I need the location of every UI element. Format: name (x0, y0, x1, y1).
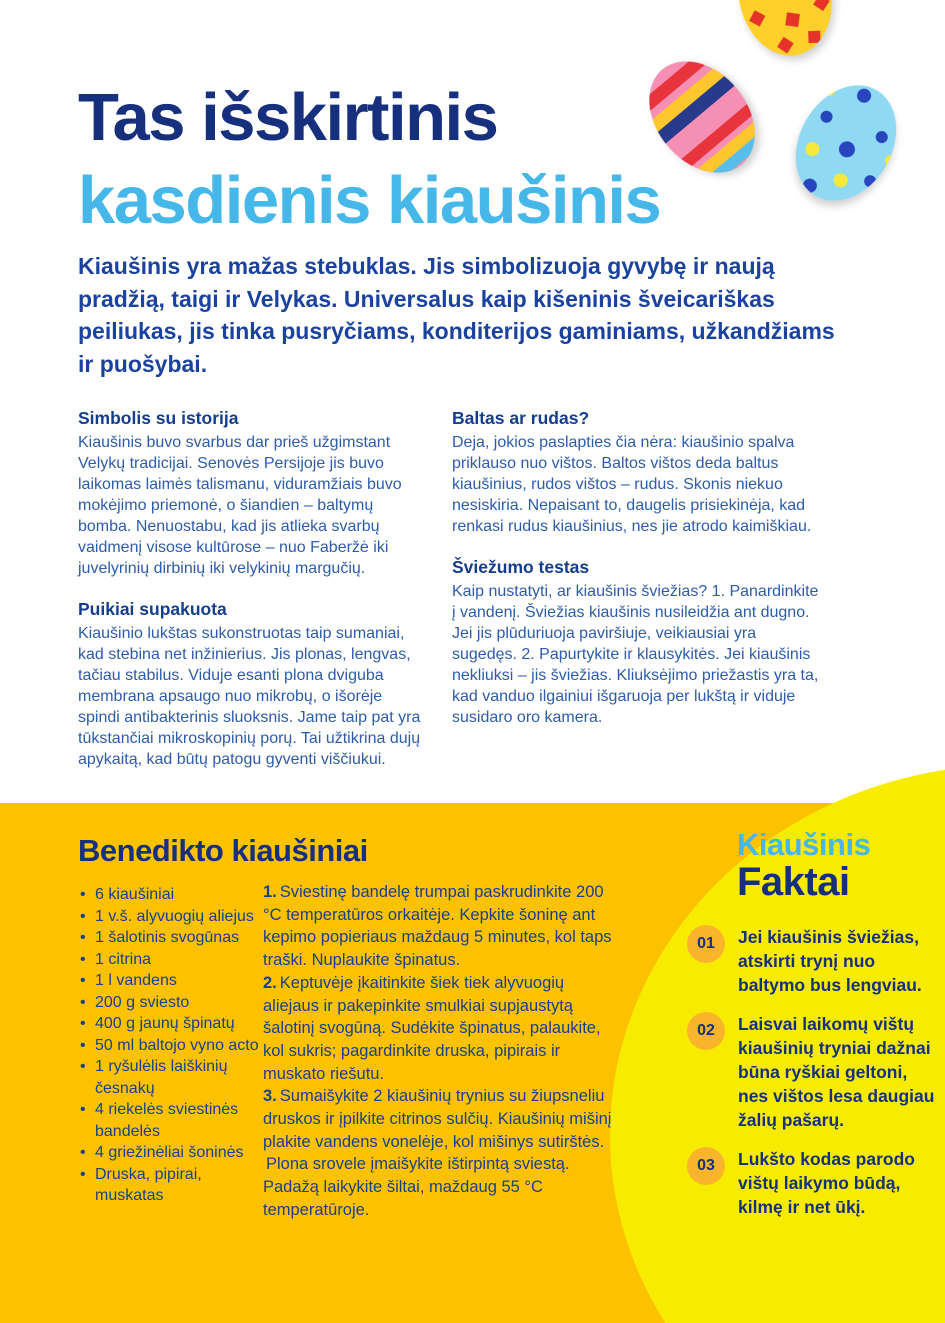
fact-item-03 (687, 1147, 939, 1219)
section-body-freshness-test: Kaip nustatyti, ar kiaušinis šviežias? 1. Panardinkite į vandenį. Šviežias kiaušinis nusileidžia ant dugno. Jei jis plūduriuoja paviršiuje, veikiausiai yra sugedęs. 2. Papurtykite ir klausykitės. Jei kiaušinis nekliuksi – jis šviežias. Kliuksėjimo priežastis yra ta, kad vanduo ilgainiui išgaruoja per lukštą ir viduje susidaro oro kamera. (452, 583, 819, 726)
fact-item-02 (687, 1012, 939, 1132)
ingredient-item: 50 ml baltojo vyno acto (95, 1036, 259, 1054)
article-column-right (452, 408, 820, 790)
ingredient-item: 6 kiaušiniai (95, 886, 175, 903)
ingredient-item: 1 šalotinis svogūnas (95, 929, 240, 946)
step-number: 2. (263, 973, 277, 992)
recipe-step: 3. Sumaišykite 2 kiaušinių trynius su žiupsneliu druskos ir įpilkite citrinos sulčių. Kiaušinių mišinį plakite vandens vonelėje, kol mišinys sutirštės. (263, 1087, 612, 1151)
page-title-line1: Tas išskirtinis (78, 80, 498, 155)
ingredient-item: 4 riekelės sviestinės bandelės (95, 1101, 239, 1140)
ingredient-item: 400 g jaunų špinatų (95, 1015, 235, 1032)
section-heading-symbol-history: Simbolis su istorija (78, 408, 239, 428)
article-column-left (78, 408, 426, 790)
step-number: 1. (263, 883, 277, 901)
ingredient-item: 200 g sviesto (95, 993, 190, 1011)
section-body-symbol-history: Kiaušinis buvo svarbus dar prieš užgimstant Velykų tradicijai. Senovės Persijoje jis buvo laikomas laimės talismanu, viduramžiais buvo mokėjimo priemonė, o šiandien – baltymų bomba. Nenuostabu, kad jis atlieka svarbų vaidmenį visose kultūrose – nuo Faberžė iki juvelyrinių dirbinių iki velykinių margučių. (78, 434, 402, 577)
ingredient-item: 1 citrina (95, 950, 152, 968)
section-heading-white-or-brown: Baltas ar rudas? (452, 408, 590, 428)
page-title (78, 76, 660, 242)
page-title-line2: kasdienis kiaušinis (78, 163, 661, 238)
ingredient-item: 4 griežinėliai šoninės (95, 1144, 244, 1161)
ingredient-item: Druska, pipirai, muskatas (95, 1165, 202, 1204)
facts-title-light: Kiaušinis (737, 827, 871, 862)
ingredient-item: 1 ryšulėlis laiškinių česnakų (95, 1058, 228, 1097)
section-heading-freshness-test: Šviežumo testas (452, 557, 590, 577)
ingredient-item: 1 l vandens (95, 972, 177, 989)
fact-item-01 (687, 925, 939, 997)
section-heading-well-packaged: Puikiai supakuota (78, 599, 227, 619)
facts-title-dark: Faktai (737, 860, 850, 904)
ingredient-item: 1 v.š. alyvuogių aliejus (95, 907, 254, 925)
ingredients-list (78, 884, 264, 1207)
fact-text: Jei kiaušinis šviežias, atskirti trynį nuo baltymo bus lengviau. (738, 927, 922, 995)
recipe-step: Plona srovele įmaišykite ištirpintą sviestą. Padažą laikykite šiltai, maždaug 55 °C temperatūroje. (263, 1155, 570, 1219)
recipe-steps (263, 881, 621, 1222)
fact-text: Lukšto kodas parodo vištų laikymo būdą, kilmę ir net ūkį. (738, 1149, 915, 1217)
blue-egg-with-dots-image (757, 48, 936, 238)
facts-title (737, 828, 870, 903)
recipe-title: Benedikto kiaušiniai (78, 833, 368, 868)
intro-paragraph: Kiaušinis yra mažas stebuklas. Jis simbolizuoja gyvybę ir naują pradžią, taigi ir Velykas. Universalus kaip kišeninis šveicariškas peiliukas, jis tinka pusryčiams, konditerijos gaminiams, užkandžiams ir puošybai. (78, 253, 835, 377)
recipe-step: 2. Keptuvėje įkaitinkite šiek tiek alyvuogių aliejaus ir pakepinkite smulkiai supjaustytą šalotinį svogūną. Sudėkite špinatus, palaukite, kol sukris; pagardinkite druska, pipirais ir muskato riešutu. (263, 973, 601, 1083)
step-number: 3. (263, 1087, 277, 1106)
recipe-step: 1. Sviestinę bandelę trumpai paskrudinkite 200 °C temperatūros orkaitėje. Kepkite šoninę ant kepimo popieriaus maždaug 5 minutes, kol taps traški. Nuplaukite špinatus. (263, 883, 612, 970)
section-body-white-or-brown: Deja, jokios paslapties čia nėra: kiaušinio spalva priklauso nuo vištos. Baltos vištos deda baltus kiaušinius, rudos vištos – rudus. Skonis niekuo nesiskiria. Nepaisant to, daugelis prisiekinėja, kad renkasi rudus kiaušinius, nes jie atrodo kaimiškiau. (452, 434, 812, 535)
facts-list (687, 925, 939, 1234)
section-body-well-packaged: Kiaušinio lukštas sukonstruotas taip sumaniai, kad stebina net inžinierius. Jis plonas, lengvas, tačiau stabilus. Viduje esanti plona dviguba membrana apsaugo nuo mikrobų, o išorėje spindi antibakterinis sluoksnis. Jame taip pat yra tūkstančiai mikroskopinių porų. Tai užtikrina dujų apykaitą, kad būtų patogu gyventi viščiukui. (78, 625, 421, 768)
fact-number-badge: 01 (687, 925, 725, 963)
fact-text: Laisvai laikomų vištų kiaušinių tryniai dažnai būna ryškiai geltoni, nes vištos lesa daugiau žalių pašarų. (738, 1014, 935, 1130)
fact-number-badge: 03 (687, 1147, 725, 1185)
article-columns (78, 408, 820, 790)
fact-number-badge: 02 (687, 1012, 725, 1050)
